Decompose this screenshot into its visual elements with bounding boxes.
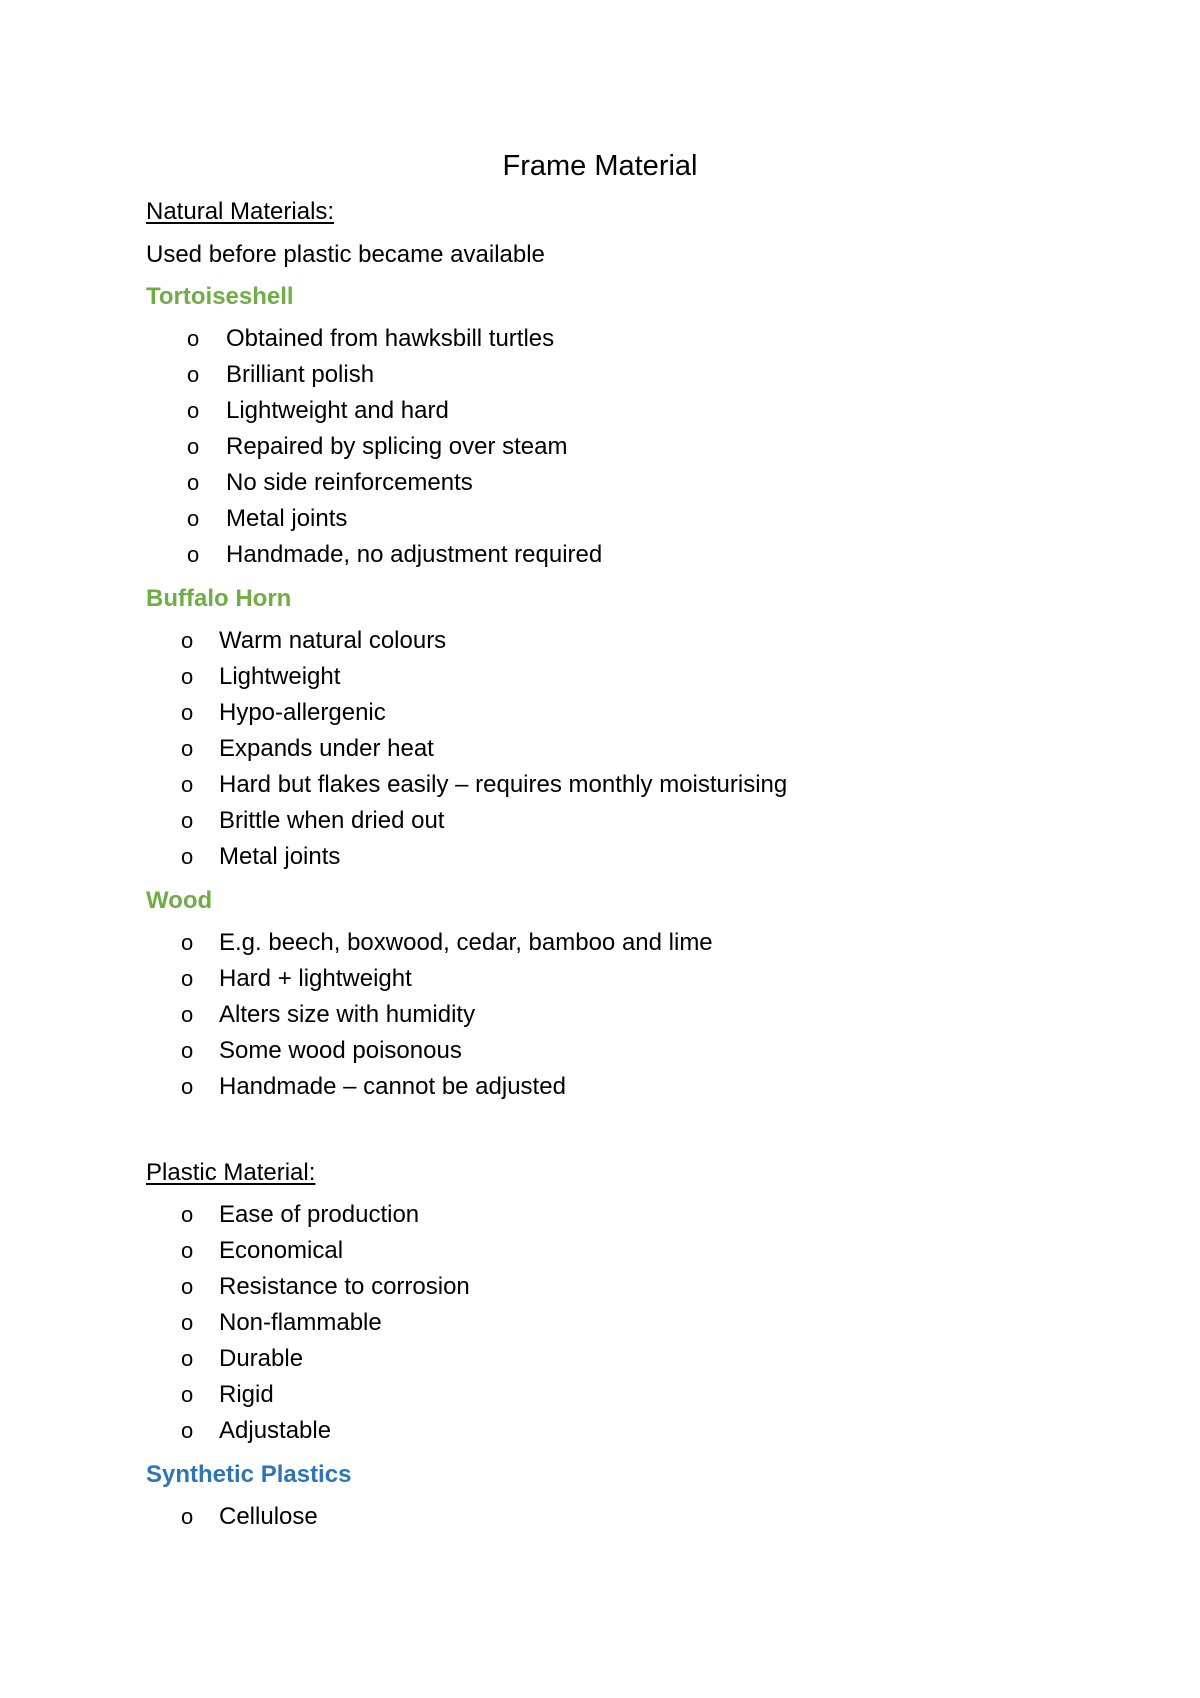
list-item-text: Hard + lightweight [219,965,412,992]
list-item-text: Metal joints [226,505,348,532]
list-item [146,501,1106,537]
list-item-text: Lightweight [219,663,341,690]
bullet-circle-icon: o [187,506,200,531]
list-item-text: Hard but flakes easily – requires monthly moisturising [219,771,788,798]
list-item [146,321,1106,357]
page-title: Frame Material [502,150,698,182]
synthetic-plastics-heading: Synthetic Plastics [146,1461,352,1488]
list-item-text: Cellulose [219,1503,318,1530]
list-item [146,925,1106,961]
list-item-text: Brittle when dried out [219,807,445,834]
list-item-text: Obtained from hawksbill turtles [226,325,555,352]
bullet-circle-icon: o [187,434,200,459]
wood-heading: Wood [146,887,213,914]
list-item-text: Resistance to corrosion [219,1273,470,1300]
list-item-text: Handmade – cannot be adjusted [219,1073,566,1100]
bullet-circle-icon: o [187,398,200,423]
list-item-text: Metal joints [219,843,341,870]
bullet-circle-icon: o [181,736,194,761]
list-item [146,1305,1106,1341]
document-body [146,196,1106,1535]
list-item [146,1069,1106,1105]
bullet-circle-icon: o [181,808,194,833]
natural-materials-heading: Natural Materials: [146,198,335,225]
bullet-circle-icon: o [187,326,200,351]
list-item-text: Alters size with humidity [219,1001,476,1028]
buffalo-horn-heading: Buffalo Horn [146,585,292,612]
bullet-circle-icon: o [181,664,194,689]
list-item [146,1377,1106,1413]
tortoiseshell-heading: Tortoiseshell [146,283,294,310]
list-item [146,731,1106,767]
bullet-circle-icon: o [181,966,194,991]
list-item [146,1341,1106,1377]
bullet-circle-icon: o [181,1074,194,1099]
list-item-text: Some wood poisonous [219,1037,462,1064]
bullet-circle-icon: o [181,1346,194,1371]
list-item [146,839,1106,875]
list-item [146,429,1106,465]
bullet-circle-icon: o [181,1418,194,1443]
tortoiseshell-list [146,321,1106,573]
list-item [146,357,1106,393]
list-item [146,537,1106,573]
list-item-text: Economical [219,1237,344,1264]
plastic-material-list [146,1197,1106,1449]
plastic-material-heading: Plastic Material: [146,1159,316,1186]
bullet-circle-icon: o [181,1002,194,1027]
bullet-circle-icon: o [187,542,200,567]
list-item [146,659,1106,695]
list-item-text: Non-flammable [219,1309,382,1336]
list-item-text: Rigid [219,1381,274,1408]
list-item [146,1499,1106,1535]
list-item [146,767,1106,803]
bullet-circle-icon: o [181,700,194,725]
list-item-text: Adjustable [219,1417,332,1444]
bullet-circle-icon: o [181,1038,194,1063]
bullet-circle-icon: o [181,772,194,797]
bullet-circle-icon: o [181,844,194,869]
bullet-circle-icon: o [181,1274,194,1299]
list-item-text: Repaired by splicing over steam [226,433,568,460]
bullet-circle-icon: o [187,362,200,387]
list-item [146,1197,1106,1233]
list-item [146,1413,1106,1449]
bullet-circle-icon: o [181,930,194,955]
bullet-circle-icon: o [181,1504,194,1529]
list-item [146,695,1106,731]
list-item [146,803,1106,839]
list-item [146,997,1106,1033]
bullet-circle-icon: o [181,1382,194,1407]
list-item-text: Warm natural colours [219,627,447,654]
list-item-text: Brilliant polish [226,361,375,388]
bullet-circle-icon: o [181,628,194,653]
list-item-text: Expands under heat [219,735,434,762]
section-spacer [146,1105,1106,1157]
list-item-text: Handmade, no adjustment required [226,541,603,568]
list-item [146,623,1106,659]
bullet-circle-icon: o [187,470,200,495]
list-item-text: E.g. beech, boxwood, cedar, bamboo and lime [219,929,713,956]
list-item-text: Lightweight and hard [226,397,449,424]
synthetic-plastics-list [146,1499,1106,1535]
list-item-text: No side reinforcements [226,469,473,496]
bullet-circle-icon: o [181,1310,194,1335]
list-item [146,1233,1106,1269]
list-item-text: Hypo-allergenic [219,699,386,726]
bullet-circle-icon: o [181,1202,194,1227]
buffalo-horn-list [146,623,1106,875]
list-item [146,465,1106,501]
wood-list [146,925,1106,1105]
list-item [146,961,1106,997]
list-item-text: Ease of production [219,1201,420,1228]
list-item [146,1033,1106,1069]
list-item [146,393,1106,429]
list-item [146,1269,1106,1305]
natural-materials-intro: Used before plastic became available [146,241,545,268]
list-item-text: Durable [219,1345,304,1372]
bullet-circle-icon: o [181,1238,194,1263]
